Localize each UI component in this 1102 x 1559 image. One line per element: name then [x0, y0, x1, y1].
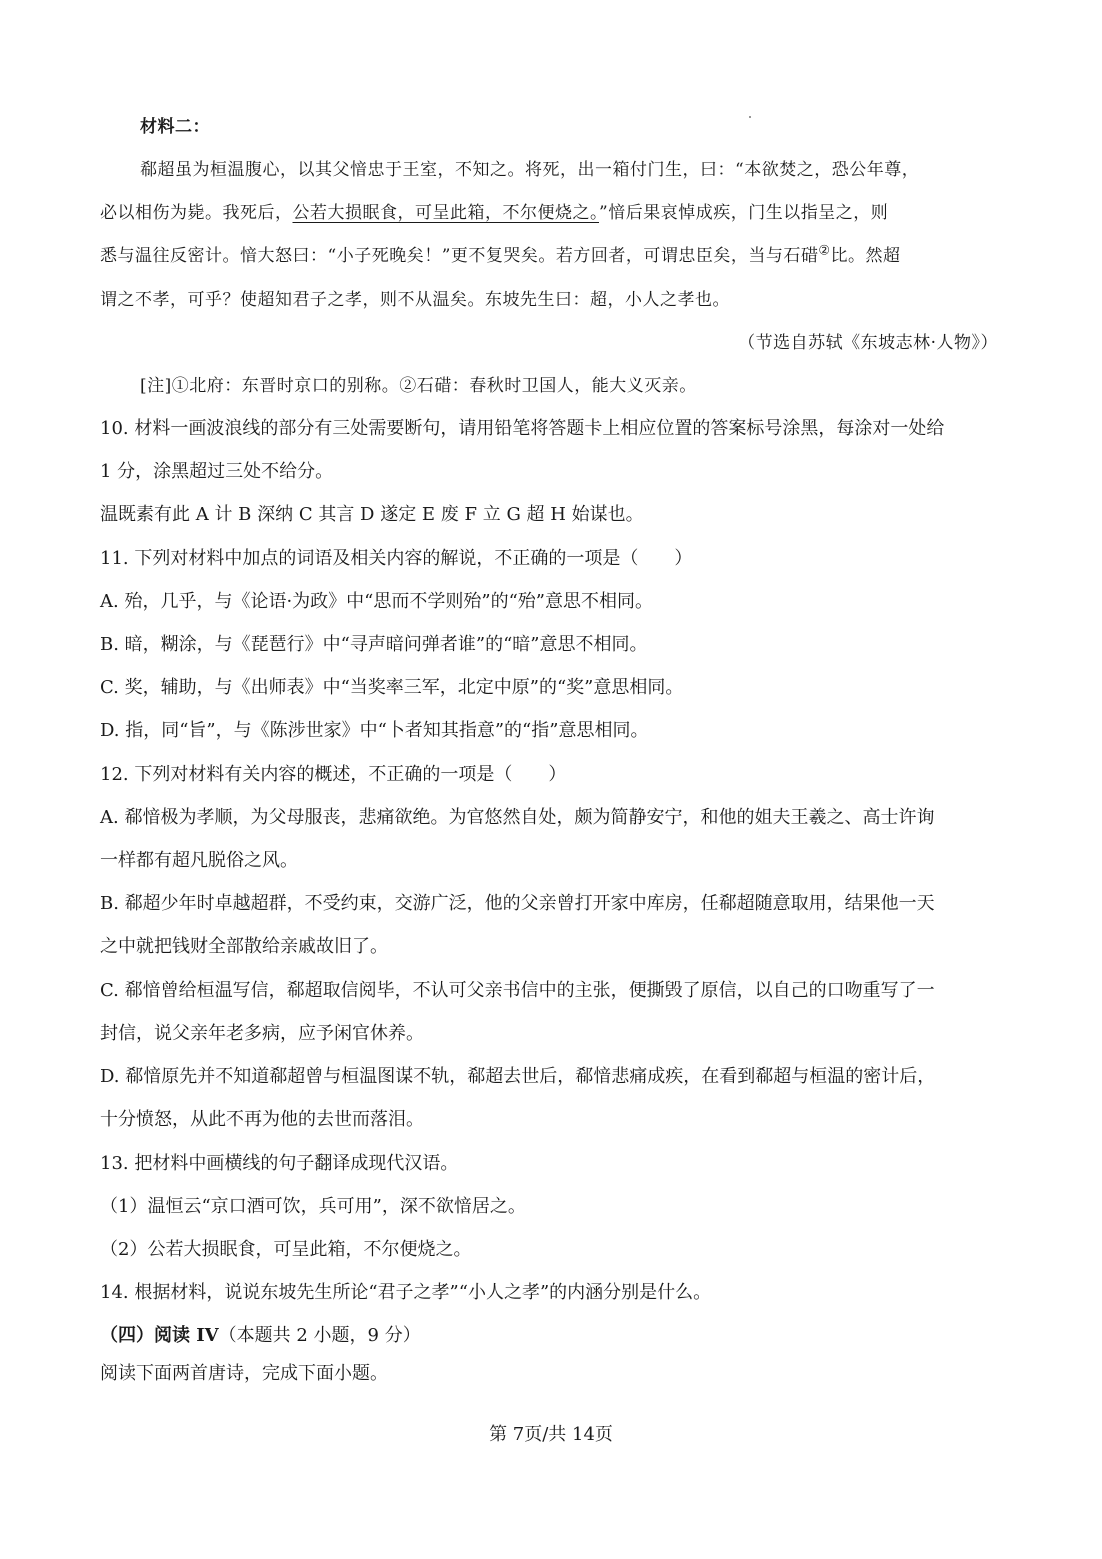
q10-line-2: 1 分，涂黑超过三处不给分。 [100, 461, 334, 482]
page-number: 第 7页/共 14页 [489, 1424, 613, 1445]
q12-option-a-line-2: 一样都有超凡脱俗之风。 [100, 850, 298, 871]
section4-title: （四）阅读 IV [100, 1325, 219, 1346]
q13-stem: 13. 把材料中画横线的句子翻译成现代汉语。 [100, 1153, 459, 1174]
material2-line-2-post: ”愔后果哀悼成疾，门生以指呈之，则 [599, 203, 889, 223]
section4-header [100, 1323, 1010, 1349]
q14-stem: 14. 根据材料，说说东坡先生所论“君子之孝”“小人之孝”的内涵分别是什么。 [100, 1282, 712, 1303]
q12-option-c-line-2: 封信，说父亲年老多病，应予闲官休养。 [100, 1023, 424, 1044]
material2-note: [注]①北府：东晋时京口的别称。②石碏：春秋时卫国人，能大义灭亲。 [140, 376, 697, 396]
material2-line-3 [100, 243, 1010, 269]
footnote-marker: ② [818, 243, 831, 259]
q11-stem: 11. 下列对材料中加点的词语及相关内容的解说，不正确的一项是（ ） [100, 548, 693, 569]
q12-stem: 12. 下列对材料有关内容的概述，不正确的一项是（ ） [100, 764, 567, 785]
q12-option-b-line-2: 之中就把钱财全部散给亲戚故旧了。 [100, 936, 388, 957]
material2-line-2 [100, 200, 1010, 226]
q10-line-1: 10. 材料一画波浪线的部分有三处需要断句，请用铅笔将答题卡上相应位置的答案标号涂黑，每涂对一处给 [100, 418, 945, 439]
material2-line-3-post: 比。然超 [830, 246, 901, 266]
q12-option-d-line-2: 十分愤怒，从此不再为他的去世而落泪。 [100, 1109, 424, 1130]
material2-line-2-pre: 必以相伤为毙。我死后， [100, 203, 293, 223]
q10-line-3: 温既素有此 A 计 B 深纳 C 其言 D 遂定 E 废 F 立 G 超 H 始谋也。 [100, 504, 644, 525]
q11-option-a: A. 殆，几乎，与《论语·为政》中“思而不学则殆”的“殆”意思不相同。 [100, 591, 653, 612]
q13-sentence-2: （2）公若大损眠食，可呈此箱，不尔便烧之。 [100, 1239, 472, 1260]
q13-sentence-1: （1）温恒云“京口酒可饮，兵可用”，深不欲愔居之。 [100, 1196, 526, 1217]
q12-option-c-line-1: C. 郗愔曾给桓温写信，郗超取信阅毕，不认可父亲书信中的主张，便撕毁了原信，以自己的口吻重写了一 [100, 980, 935, 1001]
material2-line-4: 谓之不孝，可乎？使超知君子之孝，则不从温矣。东坡先生曰：超，小人之孝也。 [100, 290, 730, 310]
material2-line-1: 郗超虽为桓温腹心，以其父愔忠于王室，不知之。将死，出一箱付门生，曰：“本欲焚之，恐公年尊， [140, 160, 920, 180]
section4-instruction: 阅读下面两首唐诗，完成下面小题。 [100, 1363, 388, 1384]
material2-heading: 材料二： [140, 117, 210, 137]
section4-info: （本题共 2 小题，9 分） [218, 1325, 421, 1346]
q12-option-b-line-1: B. 郗超少年时卓越超群，不受约束，交游广泛，他的父亲曾打开家中库房，任郗超随意取用，结果他一天 [100, 893, 935, 914]
q11-option-c: C. 奖，辅助，与《出师表》中“当奖率三军，北定中原”的“奖”意思相同。 [100, 677, 684, 698]
material2-source: （节选自苏轼《东坡志林·人物》） [738, 333, 998, 353]
q11-option-d: D. 指，同“旨”，与《陈涉世家》中“卜者知其指意”的“指”意思相同。 [100, 720, 649, 741]
q12-option-d-line-1: D. 郗愔原先并不知道郗超曾与桓温图谋不轨，郗超去世后，郗愔悲痛成疾，在看到郗超与桓温的密计后， [100, 1066, 936, 1087]
q11-option-b: B. 暗，糊涂，与《琵琶行》中“寻声暗问弹者谁”的“暗”意思不相同。 [100, 634, 648, 655]
material2-line-3-pre: 悉与温往反密计。愔大怒曰：“小子死晚矣！”更不复哭矣。若方回者，可谓忠臣矣，当与石碏 [100, 246, 819, 266]
underlined-sentence: 公若大损眠食，可呈此箱，不尔便烧之。 [292, 203, 599, 223]
q12-option-a-line-1: A. 郗愔极为孝顺，为父母服丧，悲痛欲绝。为官悠然自处，颇为简静安宁，和他的姐夫王羲之、高士许询 [100, 807, 935, 828]
